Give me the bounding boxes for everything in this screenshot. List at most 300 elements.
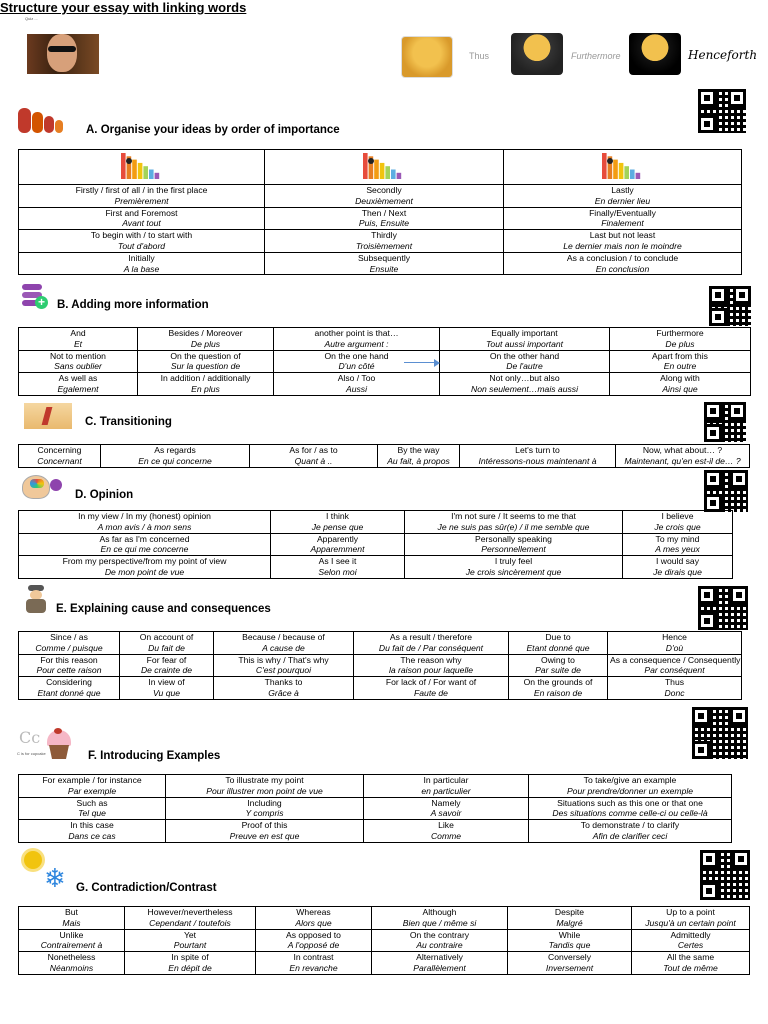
english-phrase: Considering <box>46 677 92 688</box>
french-translation: Pour illustrer mon point de vue <box>206 785 323 796</box>
table-cell <box>19 511 271 534</box>
french-translation: Sans oublier <box>54 361 102 372</box>
table-cell <box>214 677 354 700</box>
table-cell <box>125 952 256 975</box>
section-e-title: E. Explaining cause and consequences <box>56 603 271 615</box>
page-title: Structure your essay with linking words <box>0 0 247 15</box>
table-adding-information <box>18 327 751 396</box>
table-cell <box>364 797 529 820</box>
table-cell <box>372 952 508 975</box>
table-cell <box>120 654 214 677</box>
english-phrase: Because / because of <box>242 632 325 642</box>
english-phrase: Lastly <box>611 185 634 195</box>
table-cell <box>214 654 354 677</box>
table-order-of-importance <box>18 149 742 275</box>
table-cell <box>271 556 405 579</box>
head-opinion-icon <box>18 473 64 499</box>
english-phrase: In my view / In my (honest) opinion <box>78 511 211 521</box>
french-translation: Sur la question de <box>170 361 241 372</box>
english-phrase: On the contrary <box>409 929 470 940</box>
table-row <box>19 907 750 930</box>
table-cell <box>623 556 733 579</box>
qr-code-icon <box>692 707 748 759</box>
english-phrase: In contrast <box>293 952 334 963</box>
table-row <box>19 328 751 351</box>
sun-snowflake-icon: ❄ <box>22 849 68 893</box>
english-phrase: To take/give an example <box>583 775 677 785</box>
french-translation: Autre argument : <box>324 338 389 349</box>
french-translation: A mes yeux <box>655 544 700 555</box>
french-translation: De plus <box>190 338 221 349</box>
french-translation: Vu que <box>152 687 181 698</box>
database-add-icon: + <box>22 284 48 310</box>
french-translation: En revanche <box>289 962 338 973</box>
french-translation: Apparemment <box>310 544 365 555</box>
french-translation: Pour prendre/donner un exemple <box>566 785 694 796</box>
french-translation: Et <box>73 338 83 349</box>
french-translation: Je pense que <box>311 521 364 532</box>
french-translation: Néanmoins <box>49 962 94 973</box>
bar-icon-part <box>613 159 618 178</box>
english-phrase: In spite of <box>171 952 209 963</box>
french-translation: Bien que / même si <box>402 917 477 928</box>
english-phrase: Alternatively <box>416 952 463 963</box>
table-contradiction-contrast <box>18 906 750 975</box>
table-cell <box>405 556 623 579</box>
bear-suit-image <box>511 33 563 75</box>
pin-icon <box>368 158 374 164</box>
french-translation: Pourtant <box>173 940 207 951</box>
english-phrase: Not only…but also <box>489 373 560 384</box>
table-cell <box>265 230 504 253</box>
table-cell <box>125 929 256 952</box>
english-phrase: Nonetheless <box>47 952 96 963</box>
french-translation: Y compris <box>245 808 284 819</box>
table-cell <box>101 445 250 468</box>
table-row <box>19 445 750 468</box>
english-phrase: Last but not least <box>589 230 656 241</box>
detective-icon <box>20 585 50 613</box>
table-row <box>19 230 742 253</box>
french-translation: Finalement <box>601 218 644 229</box>
french-translation: Grâce à <box>268 687 299 698</box>
english-phrase: Proof of this <box>241 820 288 831</box>
road-sign-icon <box>24 403 72 429</box>
table-cell <box>610 328 751 351</box>
shakespeare-portrait <box>25 16 100 74</box>
english-phrase: Along with <box>660 373 700 384</box>
english-phrase: To illustrate my point <box>225 775 304 785</box>
french-translation: la raison pour laquelle <box>388 665 474 676</box>
french-translation: Ensuite <box>369 263 399 274</box>
french-translation: Quant à .. <box>294 455 333 466</box>
table-cell <box>616 445 750 468</box>
table-cell <box>19 820 166 843</box>
qr-code-icon <box>704 402 746 442</box>
table-cell <box>19 350 138 373</box>
french-translation: D'un côté <box>338 361 375 372</box>
english-phrase: As I see it <box>318 556 357 567</box>
bar-icon-part <box>149 169 154 179</box>
english-phrase: In addition / additionally <box>160 373 251 384</box>
french-translation: Pour cette raison <box>36 665 102 676</box>
english-phrase: For this reason <box>40 654 98 665</box>
table-cell <box>504 252 742 275</box>
table-cell <box>250 445 378 468</box>
table-cell <box>509 632 608 655</box>
french-translation: Aussi <box>345 383 367 394</box>
table-cell <box>138 373 274 396</box>
french-translation: Du fait de / Par conséquent <box>378 642 484 653</box>
english-phrase: Furthermore <box>656 328 704 338</box>
table-cell <box>440 328 610 351</box>
arrow-right-icon <box>404 362 438 363</box>
english-phrase: However/nevertheless <box>147 907 233 917</box>
bar-icon-part <box>121 153 126 179</box>
french-translation: Donc <box>664 687 685 698</box>
french-translation: Concernant <box>37 455 82 466</box>
pin-icon <box>607 158 613 164</box>
table-cell <box>271 511 405 534</box>
french-translation: Egalement <box>57 383 99 394</box>
english-phrase: In this case <box>70 820 114 831</box>
french-translation: Au contraire <box>416 940 463 951</box>
table-opinion <box>18 510 733 579</box>
english-phrase: Let's turn to <box>515 445 560 455</box>
bear-reading-image <box>401 36 453 78</box>
english-phrase: Equally important <box>491 328 558 338</box>
table-cell <box>608 632 742 655</box>
table-row <box>19 252 742 275</box>
arrow-head-icon <box>434 359 440 367</box>
french-translation: Intéressons-nous maintenant à <box>478 455 597 466</box>
french-translation: Des situations comme celle-ci ou celle-là <box>552 808 708 819</box>
bar-icon-part <box>143 166 148 179</box>
qr-code-icon <box>709 286 751 326</box>
table-cell <box>632 929 750 952</box>
english-phrase: On account of <box>139 632 194 642</box>
table-cell <box>166 775 364 798</box>
bar-icon-part <box>137 162 142 178</box>
french-translation: Parallèlement <box>413 962 466 973</box>
french-translation: Inversement <box>545 962 594 973</box>
table-cell <box>405 511 623 534</box>
english-phrase: Concerning <box>37 445 82 455</box>
english-phrase: Owing to <box>541 654 575 665</box>
french-translation: Contrairement à <box>40 940 103 951</box>
table-cell <box>19 556 271 579</box>
bar-icon-part <box>132 159 137 178</box>
french-translation: Je ne suis pas sûr(e) / il me semble que <box>437 521 590 532</box>
qr-code-icon <box>700 850 750 900</box>
english-phrase: Like <box>438 820 454 831</box>
bar-icon-part <box>363 153 368 179</box>
table-cell <box>372 907 508 930</box>
english-phrase: Admittedly <box>670 929 711 940</box>
english-phrase: By the way <box>397 445 440 455</box>
french-translation: Par conséquent <box>644 665 705 676</box>
table-cell <box>19 907 125 930</box>
table-cell <box>19 677 120 700</box>
english-phrase: Including <box>247 797 282 808</box>
french-translation: Troisièmement <box>355 240 413 251</box>
french-translation: Malgré <box>556 917 583 928</box>
table-cell <box>364 775 529 798</box>
table-cell <box>19 952 125 975</box>
table-cell <box>265 252 504 275</box>
french-translation: Mais <box>62 917 81 928</box>
french-translation: En ce qui concerne <box>138 455 212 466</box>
french-translation: Puis, Ensuite <box>358 218 410 229</box>
section-f-title: F. Introducing Examples <box>88 750 221 762</box>
french-translation: Je crois sincèrement que <box>465 566 562 577</box>
table-cell <box>460 445 616 468</box>
table-cell <box>509 654 608 677</box>
bar-icon-part <box>374 159 379 178</box>
section-d-title: D. Opinion <box>75 489 134 501</box>
table-cell <box>19 230 265 253</box>
table-cell <box>354 654 509 677</box>
french-translation: Preuve en est que <box>229 830 300 841</box>
table-cell <box>138 328 274 351</box>
icon-cell <box>265 150 504 185</box>
french-translation: En dépit de <box>168 962 212 973</box>
english-phrase: For fear of <box>146 654 187 665</box>
bar-icon-part <box>154 172 159 178</box>
table-cell <box>440 350 610 373</box>
french-translation: A l'opposé de <box>287 940 340 951</box>
bar-icon-part <box>380 162 385 178</box>
table-cell <box>19 632 120 655</box>
french-translation: Tandis que <box>548 940 591 951</box>
table-transitioning <box>18 444 750 468</box>
french-translation: Ainsi que <box>662 383 698 394</box>
french-translation: En plus <box>191 383 220 394</box>
table-cell <box>120 632 214 655</box>
english-phrase: Personally speaking <box>475 533 552 544</box>
table-cell <box>166 797 364 820</box>
english-phrase: Situations such as this one or that one <box>557 797 703 808</box>
french-translation: Tel que <box>78 808 106 819</box>
english-phrase: On the grounds of <box>523 677 593 688</box>
english-phrase: For lack of / For want of <box>385 677 477 688</box>
french-translation: En conclusion <box>595 263 650 274</box>
table-cell <box>166 820 364 843</box>
french-translation: en particulier <box>421 785 471 796</box>
english-phrase: To demonstrate / to clarify <box>580 820 680 831</box>
table-cell <box>529 797 732 820</box>
french-translation: Premièrement <box>114 195 169 206</box>
french-translation: Alors que <box>295 917 332 928</box>
english-phrase: In particular <box>423 775 469 785</box>
english-phrase: For example / for instance <box>42 775 142 785</box>
section-b-title: B. Adding more information <box>57 299 209 311</box>
table-cell <box>214 632 354 655</box>
descending-bars-icon <box>361 151 407 181</box>
english-phrase: As a consequence / Consequently <box>610 654 741 665</box>
qr-code-icon <box>698 586 748 630</box>
english-phrase: Due to <box>545 632 571 642</box>
english-phrase: Since / as <box>50 632 88 642</box>
english-phrase: As a result / therefore <box>389 632 473 642</box>
english-phrase: First and Foremost <box>105 207 178 218</box>
french-translation: De l'autre <box>506 361 543 372</box>
french-translation: Dans ce cas <box>68 830 116 841</box>
bear-monocle-image <box>629 33 681 75</box>
table-cell <box>19 328 138 351</box>
table-row <box>19 511 733 534</box>
french-translation: A cause de <box>262 642 305 653</box>
table-cell <box>623 511 733 534</box>
table-cell <box>256 929 372 952</box>
french-translation: En dernier lieu <box>594 195 651 206</box>
english-phrase: Although <box>422 907 457 917</box>
table-examples <box>18 774 732 843</box>
table-row <box>19 185 742 208</box>
french-translation: En outre <box>663 361 697 372</box>
english-phrase: Hence <box>662 632 687 642</box>
word-furthermore: Furthermore <box>571 51 621 61</box>
english-phrase: Up to a point <box>666 907 715 917</box>
french-translation: Selon moi <box>318 566 357 577</box>
table-row <box>19 775 732 798</box>
table-cell <box>19 654 120 677</box>
english-phrase: I would say <box>656 556 699 567</box>
french-translation: Comme / puisque <box>35 642 103 653</box>
english-phrase: To begin with / to start with <box>90 230 193 241</box>
table-cell <box>19 185 265 208</box>
french-translation: Afin de clarifier ceci <box>592 830 668 841</box>
english-phrase: Such as <box>76 797 108 808</box>
table-cell <box>509 677 608 700</box>
table-cell <box>504 207 742 230</box>
table-row <box>19 373 751 396</box>
french-translation: De crainte de <box>140 665 193 676</box>
french-translation: A mon avis / à mon sens <box>97 521 192 532</box>
cupcake-caption: C is for cupcake <box>17 751 46 756</box>
french-translation: Au fait, à propos <box>387 455 450 466</box>
table-cell <box>19 252 265 275</box>
french-translation: En raison de <box>533 687 583 698</box>
english-phrase: This is why / That's why <box>238 654 329 665</box>
bar-icon-part <box>624 166 629 179</box>
table-cell <box>19 445 101 468</box>
table-cell <box>378 445 460 468</box>
table-cell <box>440 373 610 396</box>
word-henceforth: Henceforth <box>688 48 758 62</box>
table-cell <box>632 952 750 975</box>
bar-icon-part <box>630 169 635 179</box>
portrait-caption: Quiz ... <box>25 16 38 21</box>
table-cell <box>508 907 632 930</box>
english-phrase: All the same <box>666 952 715 963</box>
english-phrase: Initially <box>128 252 155 263</box>
table-row <box>19 350 751 373</box>
qr-code-icon <box>704 470 748 512</box>
french-translation: Jusqu'à un certain point <box>645 917 736 928</box>
english-phrase: I think <box>326 511 349 521</box>
english-phrase: Secondly <box>366 185 402 195</box>
french-translation: C'est pourquoi <box>255 665 312 676</box>
french-translation: En ce qui me concerne <box>100 544 189 555</box>
descending-bars-icon <box>600 151 646 181</box>
english-phrase: Thus <box>664 677 685 688</box>
table-cell <box>19 797 166 820</box>
table-cell <box>138 350 274 373</box>
table-row <box>19 677 742 700</box>
english-phrase: Apart from this <box>652 350 708 361</box>
english-phrase: I'm not sure / It seems to me that <box>451 511 576 521</box>
table-row <box>19 556 733 579</box>
english-phrase: On the question of <box>170 350 241 361</box>
bar-icon-part <box>397 172 402 178</box>
section-c-title: C. Transitioning <box>85 416 172 428</box>
table-cell <box>364 820 529 843</box>
english-phrase: Conversely <box>548 952 591 963</box>
french-translation: Par exemple <box>67 785 117 796</box>
table-cell <box>274 373 440 396</box>
table-cell <box>504 230 742 253</box>
pin-icon <box>126 158 132 164</box>
cupcake-icon: Cc C is for cupcake <box>17 728 75 762</box>
bar-icon-part <box>635 172 640 178</box>
english-phrase: Apparently <box>316 533 359 544</box>
icon-cell <box>19 150 265 185</box>
table-cell <box>125 907 256 930</box>
table-cell <box>529 820 732 843</box>
table-cell <box>504 185 742 208</box>
english-phrase: As regards <box>154 445 196 455</box>
english-phrase: As far as I'm concerned <box>99 533 190 544</box>
table-cell <box>19 373 138 396</box>
english-phrase: Whereas <box>296 907 331 917</box>
french-translation: Deuxièmement <box>355 195 413 206</box>
english-phrase: Besides / Moreover <box>168 328 243 338</box>
table-cell <box>354 632 509 655</box>
bar-icon-part <box>385 166 390 179</box>
english-phrase: I believe <box>661 511 694 521</box>
table-cell <box>19 775 166 798</box>
icon-cell <box>504 150 742 185</box>
french-translation: De plus <box>665 338 695 349</box>
english-phrase: Thirdly <box>371 230 397 241</box>
french-translation: Je crois que <box>654 521 701 532</box>
french-translation: Personnellement <box>481 544 546 555</box>
table-cell <box>632 907 750 930</box>
table-row <box>19 952 750 975</box>
table-cell <box>271 533 405 556</box>
table-cell <box>256 952 372 975</box>
section-a-title: A. Organise your ideas by order of importance <box>86 124 340 136</box>
table-cell <box>265 185 504 208</box>
bar-icon-part <box>618 162 623 178</box>
table-cell <box>608 654 742 677</box>
table-cell <box>354 677 509 700</box>
table-cell <box>529 775 732 798</box>
english-phrase: To my mind <box>655 533 700 544</box>
table-row <box>19 929 750 952</box>
french-translation: Maintenant, qu'en est-il de… ? <box>624 455 741 466</box>
table-row <box>19 654 742 677</box>
french-translation: Etant donné que <box>37 687 101 698</box>
english-phrase: Now, what about… ? <box>642 445 723 455</box>
bar-icon-part <box>391 169 396 179</box>
english-phrase: Firstly / first of all / in the first place <box>75 185 208 195</box>
table-cell <box>274 328 440 351</box>
table-row <box>19 820 732 843</box>
english-phrase: Then / Next <box>361 207 407 218</box>
english-phrase: As opposed to <box>286 929 341 940</box>
